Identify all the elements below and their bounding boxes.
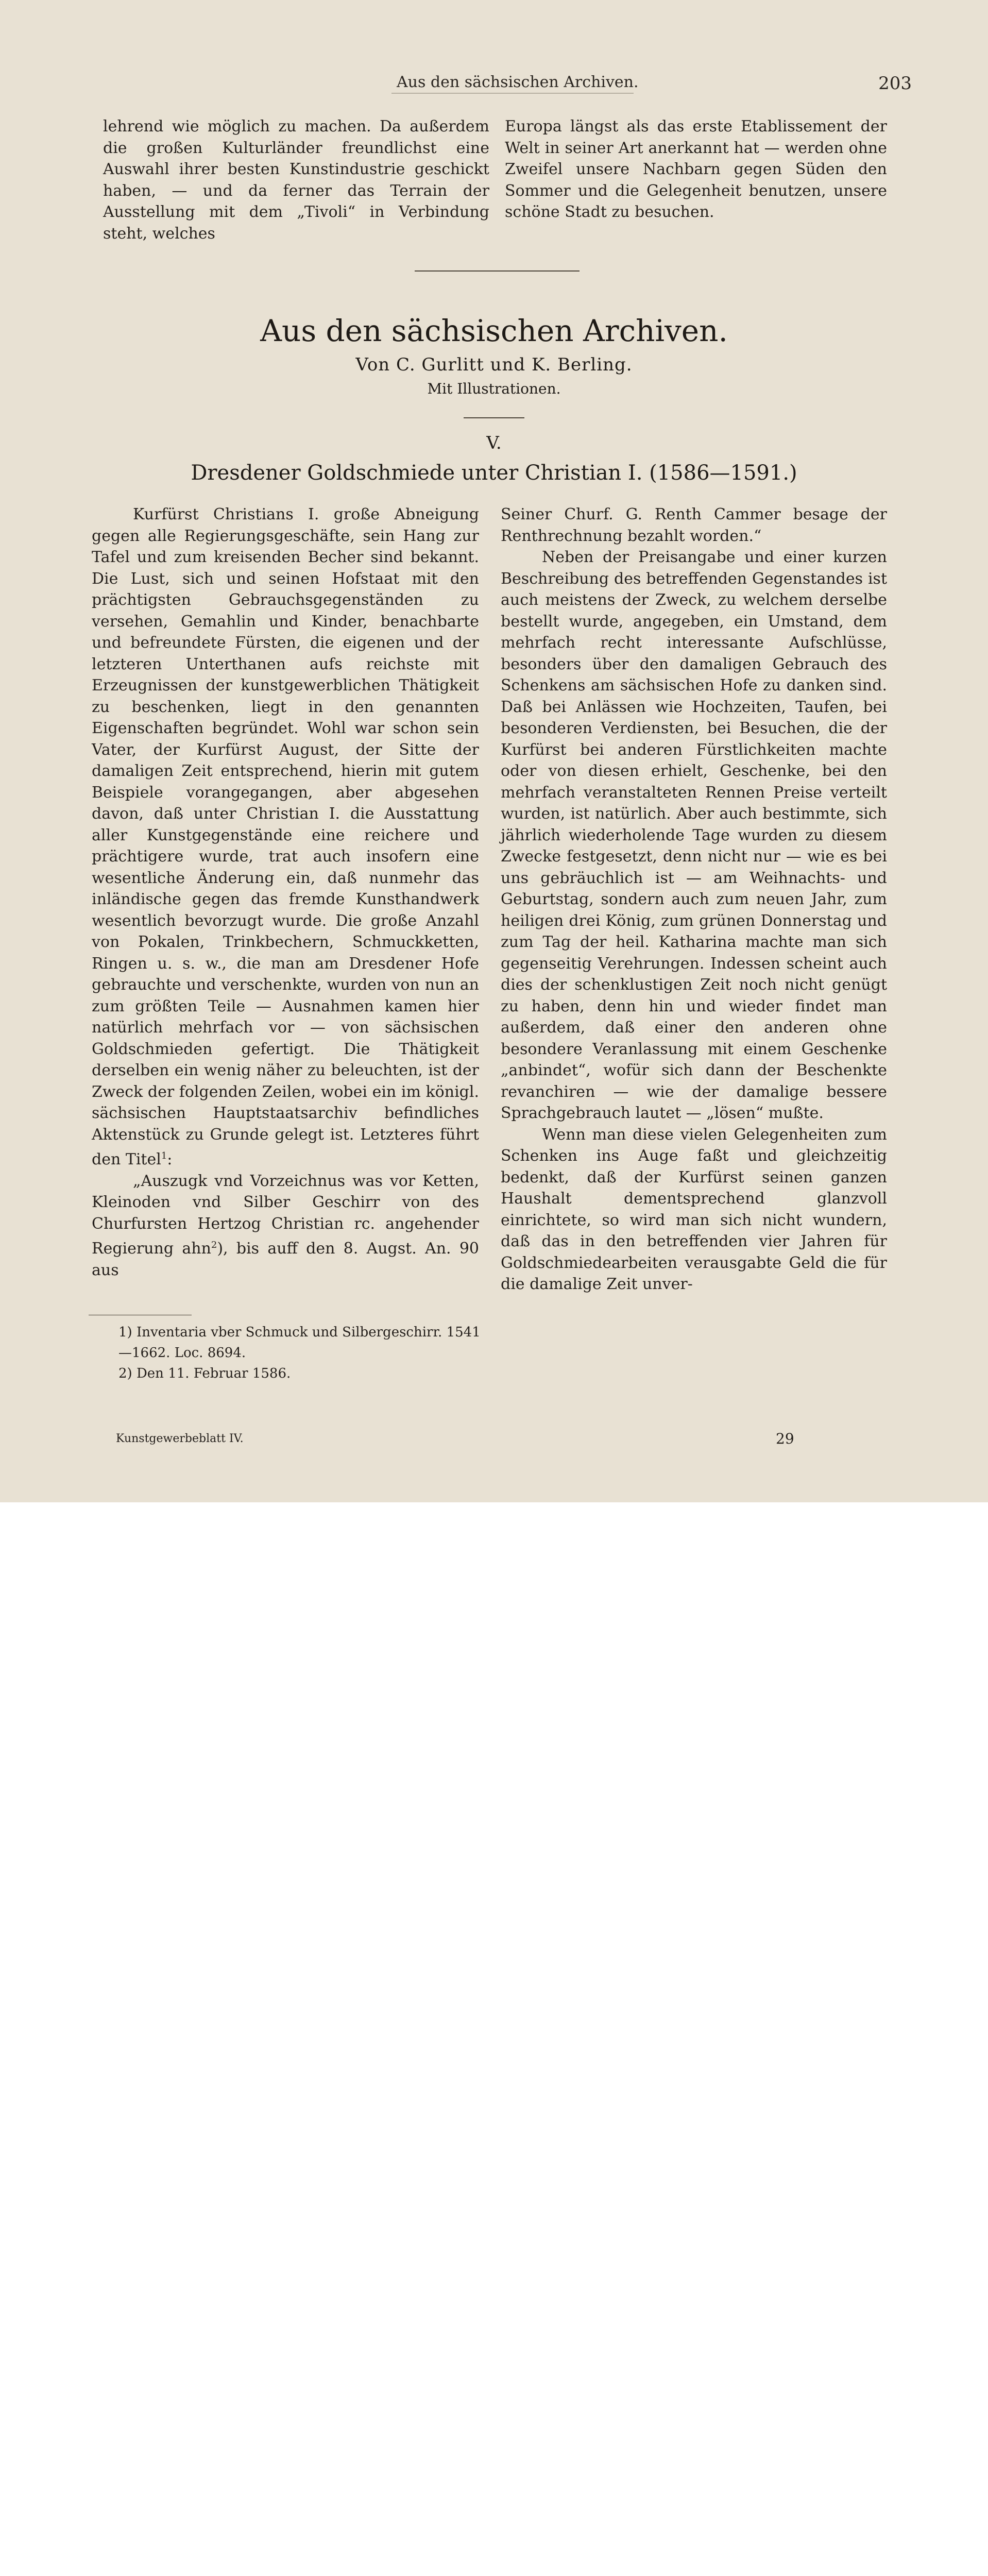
section-rule (415, 270, 580, 272)
paragraph-text: „Auszugk vnd Vorzeichnus was vor Ketten, Kleinoden vnd Silber Geschirr von des Churfursten Hertzog Christian rc. angehender Regierung ahn (92, 1172, 479, 1258)
top-right-column (505, 116, 887, 223)
signature-number: 29 (776, 1430, 794, 1447)
article-authors: Von C. Gurlitt und K. Berling. (355, 354, 633, 375)
footnote-mark: 1 (161, 1150, 167, 1161)
paragraph: Europa längst als das erste Etablissement der Welt in seiner Art anerkannt hat — werden ohne Zweifel unsere Nachbarn gegen Süden den Sommer und die Gelegenheit benutzen, unsere schöne Stadt zu besuchen. (505, 117, 887, 221)
article-subtitle: Dresdener Goldschmiede unter Christian I. (1586—1591.) (191, 461, 797, 485)
running-title: Aus den sächsischen Archiven. (397, 73, 639, 91)
top-left-column (103, 116, 489, 244)
paragraph-text: ), bis auff den 8. Augst. An. 90 aus (92, 1240, 479, 1279)
left-column (92, 504, 479, 1281)
footer-bar (0, 1502, 988, 1579)
article-illustrations-note: Mit Illustrationen. (427, 380, 561, 397)
signature-mark: Kunstgewerbeblatt IV. (116, 1432, 244, 1445)
page-number: 203 (878, 73, 912, 94)
paragraph: Wenn man diese vielen Gelegenheiten zum Schenken ins Auge faßt und gleichzeitig bedenkt, daß der Kurfürst seinen ganzen Haushalt dementsprechend glanzvoll einrichtete, so wird man sich nicht wundern, daß das in den betreffenden vier Jahren für Goldschmiedearbeiten verausgabte Geld die für die damalige Zeit unver- (501, 1125, 887, 1293)
paragraph: lehrend wie möglich zu machen. Da außerdem die großen Kulturländer freundlichst eine Auswahl ihrer besten Kunstindustrie geschickt haben, — und da ferner das Terrain der Ausstellung mit dem „Tivoli“ in Verbindung steht, welches (103, 117, 489, 243)
part-number: V. (486, 433, 502, 453)
header-rule (391, 93, 634, 94)
paragraph: Kurfürst Christians I. große Abneigung gegen alle Regierungsgeschäfte, sein Hang zur Tafel und zum kreisenden Becher sind bekannt. Die Lust, sich und seinen Hofstaat mit den prächtigsten Gebrauchsgegenständen zu versehen, Gemahlin und Kinder, benachbarte und befreundete Fürsten, die eigenen und der letzteren Unterthanen aufs reichste mit Erzeugnissen der kunstgewerblichen Thätigkeit zu beschenken, liegt in den genannten Eigenschaften begründet. Wohl war schon sein Vater, der Kurfürst August, der Sitte der damaligen Zeit entsprechend, hierin mit gutem Beispiele vorangegangen, aber abgesehen davon, daß unter Christian I. die Ausstattung aller Kunstgegenstände eine reichere und prächtigere wurde, trat auch insofern eine wesentliche Änderung ein, daß nunmehr das inländische gegen das fremde Kunsthandwerk wesentlich bevorzugt wurde. Die große Anzahl von Pokalen, Trinkbechern, Schmuckketten, Ringen u. s. w., die man am Dresdener Hofe gebrauchte und verschenkte, wurden von nun an zum größten Teile — Ausnahmen kamen hier natürlich mehrfach vor — von sächsischen Goldschmieden gefertigt. Die Thätigkeit derselben ein wenig näher zu beleuchten, ist der Zweck der folgenden Zeilen, wobei ein im königl. sächsischen Hauptstaatsarchiv befindliches Aktenstück zu Grunde gelegt ist. Letzteres führt den Titel$^1$: (92, 505, 479, 1168)
paragraph-text: Kurfürst Christians I. große Abneigung gegen alle Regierungsgeschäfte, sein Hang zur Tafel und zum kreisenden Becher sind bekannt. Die Lust, sich und seinen Hofstaat mit den prächtigsten Gebrauchsgegenständen zu versehen, Gemahlin und Kinder, benachbarte und befreundete Fürsten, die eigenen und der letzteren Unterthanen aufs reichste mit Erzeugnissen der kunstgewerblichen Thätigkeit zu beschenken, liegt in den genannten Eigenschaften begründet. Wohl war schon sein Vater, der Kurfürst August, der Sitte der damaligen Zeit entsprechend, hierin mit gutem Beispiele vorangegangen, aber abgesehen davon, daß unter Christian I. die Ausstattung aller Kunstgegenstände eine reichere und prächtigere wurde, trat auch insofern eine wesentliche Änderung ein, daß nunmehr das inländische gegen das fremde Kunsthandwerk wesentlich bevorzugt wurde. Die große Anzahl von Pokalen, Trinkbechern, Schmuckketten, Ringen u. s. w., die man am Dresdener Hofe gebrauchte und verschenkte, wurden von nun an zum größten Teile — Ausnahmen kamen hier natürlich mehrfach vor — von sächsischen Goldschmieden gefertigt. Die Thätigkeit derselben ein wenig näher zu beleuchten, ist der Zweck der folgenden Zeilen, wobei ein im königl. sächsischen Hauptstaatsarchiv befindliches Aktenstück zu Grunde gelegt ist. Letzteres führt den Titel (92, 505, 479, 1168)
short-rule (464, 417, 524, 418)
paragraph: Seiner Churf. G. Renth Cammer besage der Renthrechnung bezahlt worden.“ (501, 505, 887, 545)
footnote-mark: 2 (211, 1240, 217, 1250)
footnote: 2) Den 11. Februar 1586. (118, 1366, 291, 1381)
article-title: Aus den sächsischen Archiven. (260, 313, 728, 348)
footnotes (77, 1322, 484, 1384)
footnote: 1) Inventaria vber Schmuck und Silbergeschirr. 1541—1662. Loc. 8694. (118, 1325, 481, 1361)
paragraph: Neben der Preisangabe und einer kurzen Beschreibung des betreffenden Gegenstandes ist auch meistens der Zweck, zu welchem derselbe bestellt wurde, angegeben, ein Umstand, dem mehrfach recht interessante Aufschlüsse, besonders über den damaligen Gebrauch des Schenkens am sächsischen Hofe zu danken sind. Daß bei Anlässen wie Hochzeiten, Taufen, bei besonderen Verdiensten, bei Besuchen, die der Kurfürst bei anderen Fürstlichkeiten machte oder von diesen erhielt, Geschenke, bei den mehrfach veranstalteten Rennen Preise verteilt wurden, ist natürlich. Aber auch bestimmte, sich jährlich wiederholende Tage wurden zu diesem Zwecke festgesetzt, denn nicht nur — wie es bei uns gebräuchlich ist — am Weihnachts- und Geburtstag, sondern auch zum neuen Jahr, zum heiligen drei König, zum grünen Donnerstag und zum Tag der heil. Katharina machte man sich gegenseitig Verehrungen. Indessen scheint auch dies der schenklustigen Zeit noch nicht genügt zu haben, denn hin und wieder findet man außerdem, daß einer den anderen ohne besondere Veranlassung mit einem Geschenke „anbindet“, wofür sich dann der Beschenkte revanchiren — wie der damalige bessere Sprachgebrauch lautet — „lösen“ mußte. (501, 548, 887, 1122)
paragraph (92, 1171, 479, 1281)
right-column (501, 504, 887, 1295)
